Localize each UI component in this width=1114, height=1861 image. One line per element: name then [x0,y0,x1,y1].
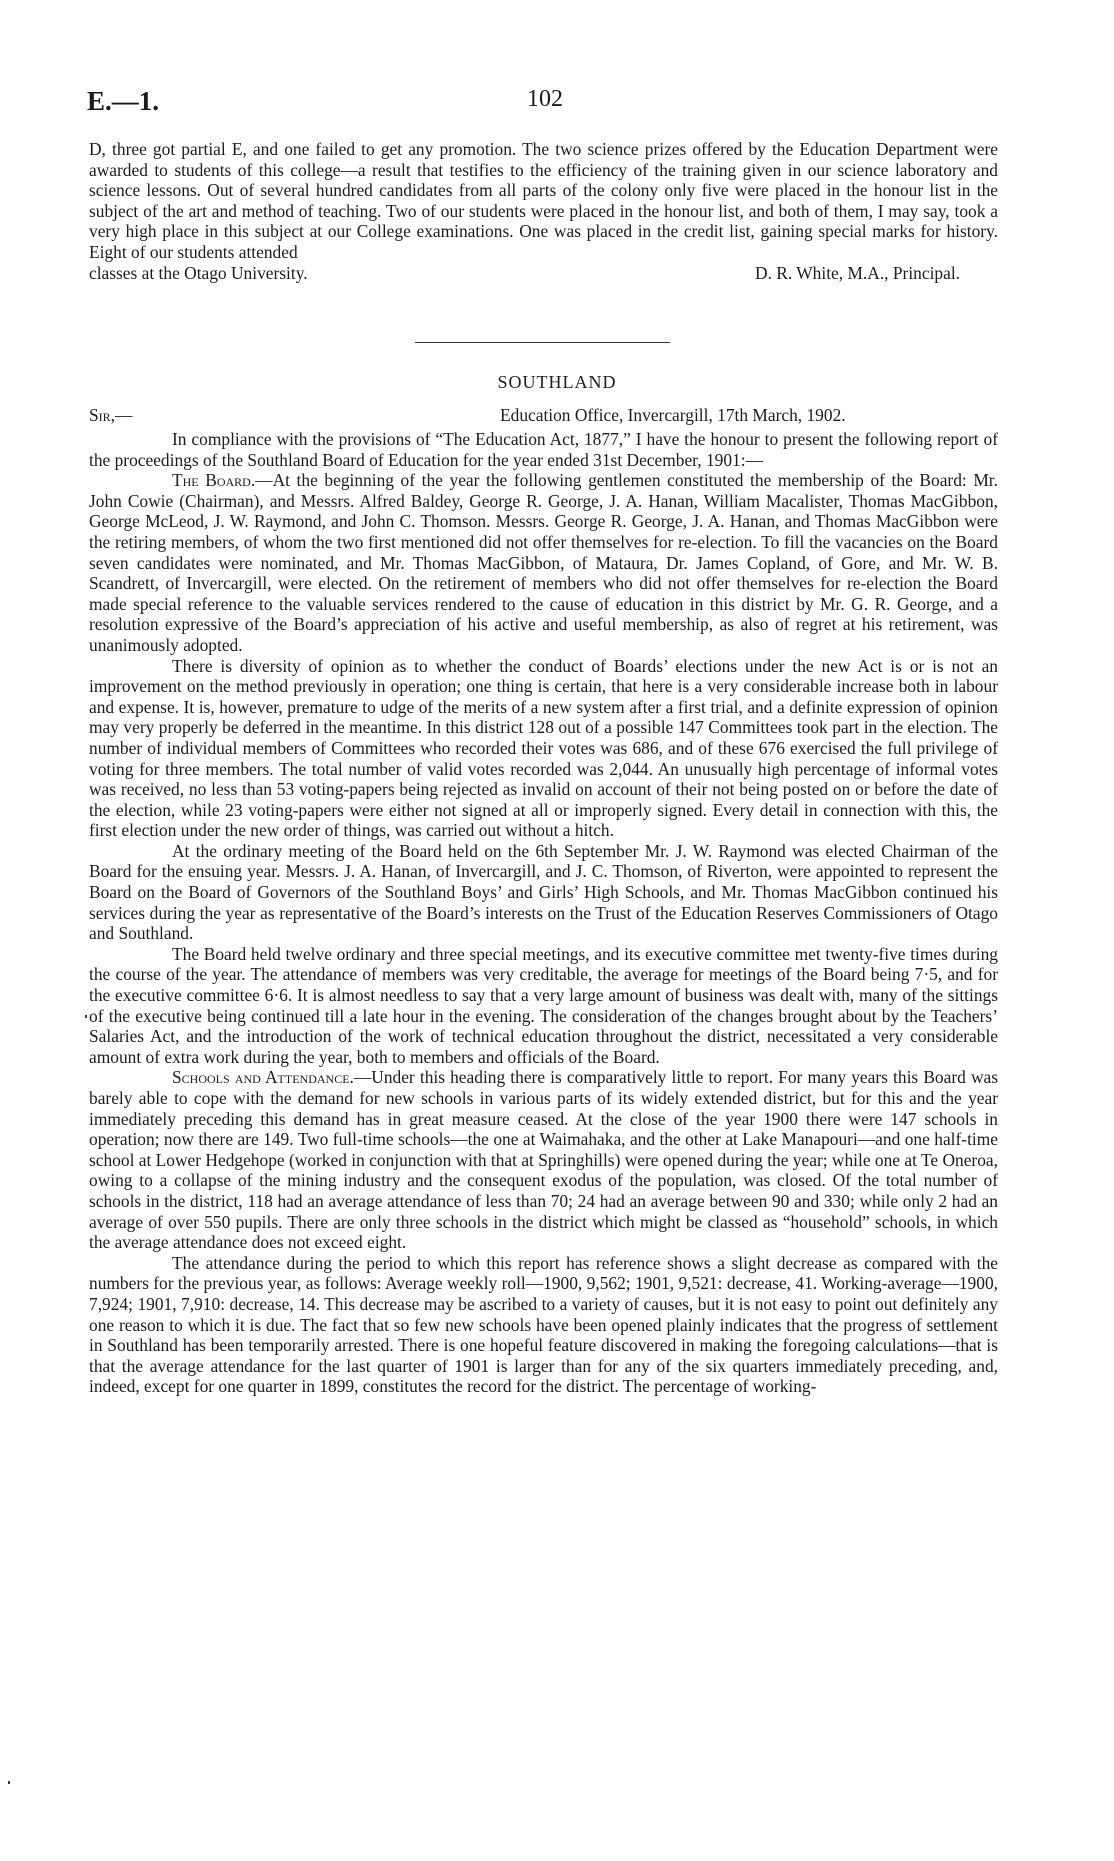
paragraph-text: The attendance during the period to which this report has reference shows a slight decrease as compared with the numbers for the previous year, as follows: Average weekly roll—1900, 9,562; 1901, 9,521: decrease, 41. Working-average—1900, 7,924; 1901, 7,910: decrease, 14. This decrease may be ascribed to a variety of causes, but it is not easy to point out definitely any one reason to which it is due. The fact that so few new schools have been opened plainly indicates that the progress of settlement in Southland has been temporarily arrested. There is one hopeful feature discovered in making the foregoing calculations—that is that the average attendance for the last quarter of 1901 is larger than for any of the six quarters immediately preceding, and, indeed, except for one quarter in 1899, constitutes the record for the district. The percentage of working- [89,1252,998,1397]
paragraph-lead: The Board. [172,470,256,491]
margin-speck [8,1781,10,1784]
report-body [89,429,998,1397]
salutation: Sir,— [89,405,133,425]
page-number: 102 [527,86,563,112]
place-and-date: Education Office, Invercargill, 17th March, 1902. [500,405,846,425]
paragraph-text: The Board held twelve ordinary and three special meetings, and its executive committee met twenty-five times during the course of the year. The attendance of members was very creditable, the average for meetings of the Board being 7·5, and for the executive committee 6·6. It is almost needless to say that a very large amount of business was dealt with, many of the sittings of the executive being continued till a late hour in the evening. The consideration of the changes brought about by the Teachers’ Salaries Act, and the introduction of the work of technical education throughout the district, necessitated a very considerable amount of extra work during the year, both to members and officials of the Board. [89,943,998,1067]
letter-dateline [89,405,998,427]
paragraph-compliance [89,429,998,470]
paragraph-text: At the ordinary meeting of the Board held on the 6th September Mr. J. W. Raymond was elected Chairman of the Board for the ensuing year. Messrs. J. A. Hanan, of Invercargill, and J. C. Thomson, of Riverton, were appointed to represent the Board on the Board of Governors of the Southland Boys’ and Girls’ High Schools, and Mr. Thomas MacGibbon continued his services during the year as representative of the Board’s interests on the Trust of the Education Reserves Commissioners of Otago and Southland. [89,840,998,944]
intro-paragraph: D, three got partial E, and one failed to get any promotion. The two science prizes offered by the Education Department were awarded to students of this college—a result that testifies to the efficiency of the training given in our science laboratory and science lessons. Out of several hundred candidates from all parts of the colony only five were placed in the honour list in the subject of the art and method of teaching. Two of our students were placed in the honour list, and both of them, I may say, took a very high place in this subject at our College examinations. One was placed in the credit list, gaining special marks for history. Eight of our students attended [89,139,998,262]
paragraph-text: —Under this heading there is comparatively little to report. For many years this Board was barely able to cope with the demand for new schools in various parts of its widely extended district, but for this and the year immediately preceding this demand has in great measure ceased. At the close of the year 1900 there were 147 schools in operation; now there are 149. Two full-time schools—the one at Waimahaka, and the other at Lake Manapouri—and one half-time school at Lower Hedgehope (worked in conjunction with that at Springhills) were opened during the year; while one at Te Oneroa, owing to a collapse of the mining industry and the consequent exodus of the population, was closed. Of the total number of schools in the district, 118 had an average attendance of less than 70; 24 had an average between 90 and 330; while only 2 had an average of over 550 pupils. There are only three schools in the district which might be classed as “household” schools, in which the average attendance does not exceed eight. [89,1067,998,1253]
paragraph-attendance-figures [89,1253,998,1397]
intro-block [89,139,998,283]
paragraph-elections [89,656,998,841]
paragraph-text: —At the beginning of the year the following gentlemen constituted the membership of the Board: Mr. John Cowie (Chairman), and Messrs. Alfred Baldey, George R. George, J. A. Hanan, William Macalister, Thomas MacGibbon, George McLeod, J. W. Raymond, and John C. Thomson. Messrs. George R. George, J. A. Hanan, and Thomas MacGibbon were the retiring members, of whom the two first mentioned did not offer themselves for re-election. To fill the vacancies on the Board seven candidates were nominated, and Mr. Thomas MacGibbon, of Mataura, Dr. James Copland, of Gore, and Mr. W. B. Scandrett, of Invercargill, were elected. On the retirement of members who did not offer themselves for re-election the Board made special reference to the valuable services rendered to the cause of education in this district by Mr. G. R. George, and a resolution expressive of the Board’s appreciation of his active and useful membership, as also of regret at his retirement, was unanimously adopted. [89,470,998,655]
section-title: SOUTHLAND [497,372,617,392]
paragraph-the-board [89,470,998,655]
signature: D. R. White, M.A., Principal. [755,262,960,283]
paragraph-lead: Schools and Attendance. [172,1067,354,1088]
paragraph-text: In compliance with the provisions of “The Education Act, 1877,” I have the honour to present the following report of the proceedings of the Southland Board of Education for the year ended 31st December, 1901:— [89,429,998,470]
paragraph-text: There is diversity of opinion as to whether the conduct of Boards’ elections under the new Act is or is not an improvement on the method previously in operation; one thing is certain, that here is a very considerable increase both in labour and expense. It is, however, premature to udge of the merits of a new system after a first trial, and a definite expression of opinion may very properly be deferred in the meantime. In this district 128 out of a possible 147 Committees took part in the election. The number of individual members of Committees who recorded their votes was 686, and of these 676 exercised the full privilege of voting for three members. The total number of valid votes recorded was 2,044. An unusually high percentage of informal votes was received, no less than 53 voting-papers being rejected as invalid on account of their not being posted on or before the date of the election, while 23 voting-papers were either not signed at all or improperly signed. Every detail in connection with this, the first election under the new order of things, was carried out without a hitch. [89,655,998,841]
paragraph-ordinary-meeting [89,841,998,944]
section-divider [415,342,670,343]
paragraph-schools-attendance [89,1067,998,1252]
page-header [87,86,1007,122]
intro-last-line: classes at the Otago University. [89,262,308,283]
paragraph-board-meetings [89,944,998,1068]
document-code: E.—1. [87,86,160,116]
intro-signature-line [89,263,998,284]
margin-speck [85,1015,87,1018]
